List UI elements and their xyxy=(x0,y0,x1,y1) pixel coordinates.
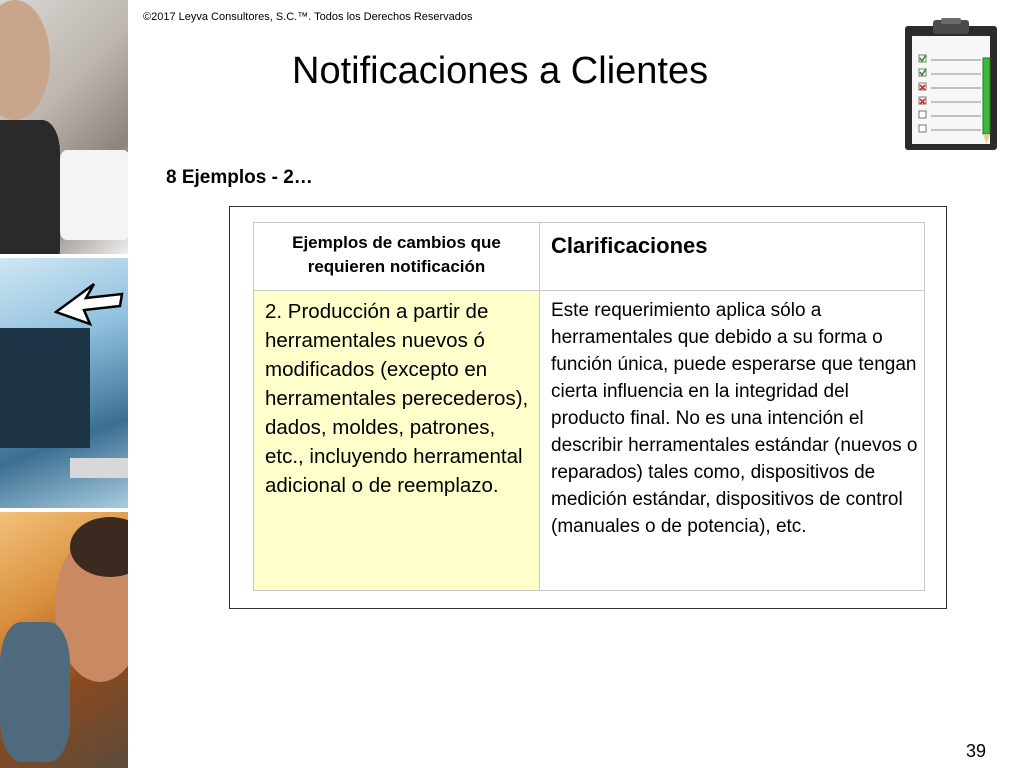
pointer-arrow-icon xyxy=(54,282,124,332)
clarification-cell: Este requerimiento aplica sólo a herramentales que debido a su forma o función única, puede esperarse que tengan cierta influencia en la integridad del producto final. No es una intención el describir herramentales estándar (nuevos o reparados) tales como, dispositivos de medición estándar, dispositivos de control (manuales o de potencia), etc. xyxy=(540,291,925,591)
checklist-clipboard-icon xyxy=(903,18,999,152)
strip-divider xyxy=(128,0,130,768)
header-right-cell: Clarificaciones xyxy=(540,223,925,291)
copyright-notice: ©2017 Leyva Consultores, S.C.™. Todos los Derechos Reservados xyxy=(143,11,473,23)
businessman-reading-photo xyxy=(0,0,128,254)
page-title: Notificaciones a Clientes xyxy=(292,50,709,92)
man-on-phone-photo xyxy=(0,512,128,768)
photo-strip xyxy=(0,0,128,768)
page-number: 39 xyxy=(966,741,987,761)
notification-table xyxy=(253,222,925,591)
header-left-cell: Ejemplos de cambios que requieren notificación xyxy=(254,223,540,291)
section-subtitle: 8 Ejemplos - 2… xyxy=(166,167,313,188)
example-cell: 2. Producción a partir de herramentales nuevos ó modificados (excepto en herramentales perecederos), dados, moldes, patrones, etc., incluyendo herramental adicional o de reemplazo. xyxy=(254,291,540,591)
